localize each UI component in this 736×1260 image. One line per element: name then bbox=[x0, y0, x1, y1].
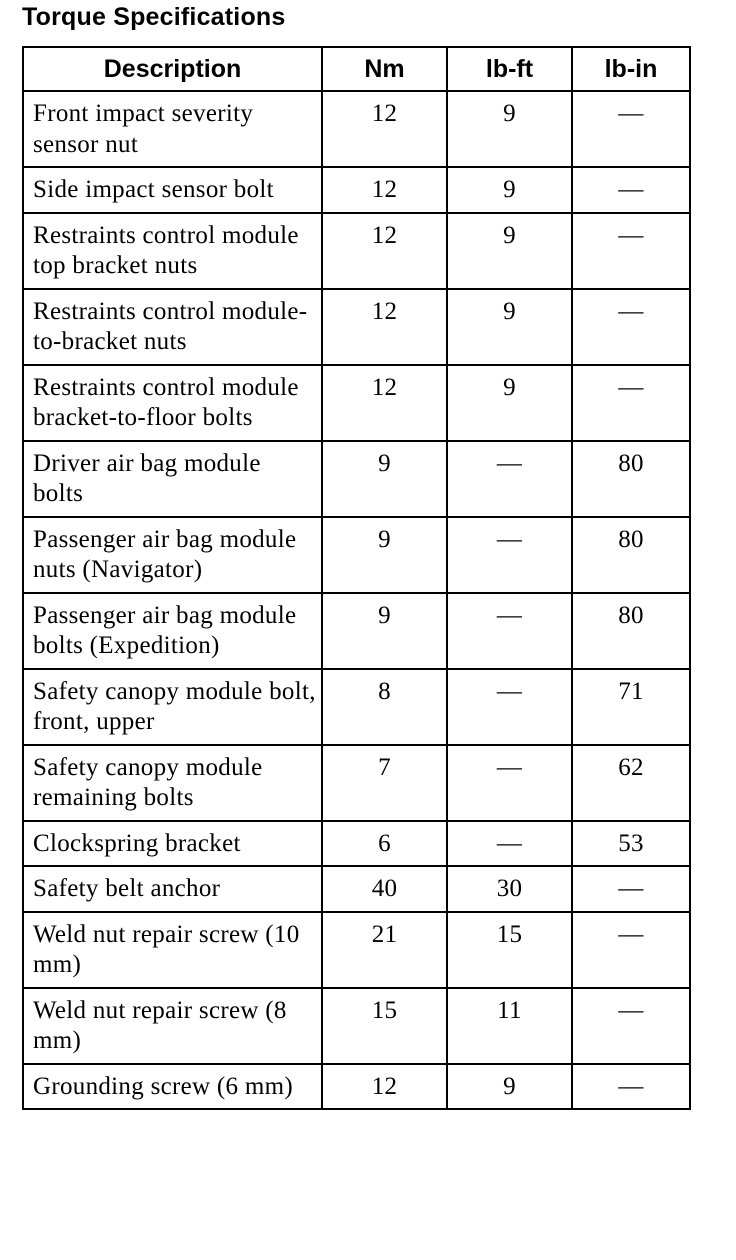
cell-nm: 12 bbox=[322, 167, 447, 213]
cell-lbin: — bbox=[572, 365, 690, 441]
cell-lbin: — bbox=[572, 912, 690, 988]
table-row bbox=[23, 593, 690, 669]
cell-lbin: 80 bbox=[572, 441, 690, 517]
cell-description: Safety canopy module remaining bolts bbox=[23, 745, 322, 821]
cell-nm: 9 bbox=[322, 593, 447, 669]
cell-description: Weld nut repair screw (8 mm) bbox=[23, 988, 322, 1064]
cell-description: Grounding screw (6 mm) bbox=[23, 1064, 322, 1110]
cell-nm: 12 bbox=[322, 213, 447, 289]
cell-lbin: — bbox=[572, 289, 690, 365]
table-row bbox=[23, 1064, 690, 1110]
column-header-nm: Nm bbox=[322, 47, 447, 91]
cell-nm: 15 bbox=[322, 988, 447, 1064]
table-row bbox=[23, 167, 690, 213]
cell-description: Passenger air bag module nuts (Navigator) bbox=[23, 517, 322, 593]
table-row bbox=[23, 988, 690, 1064]
cell-lbft: — bbox=[447, 441, 572, 517]
table-row bbox=[23, 91, 690, 167]
page-title: Torque Specifications bbox=[22, 3, 286, 31]
column-header-lbin: lb-in bbox=[572, 47, 690, 91]
cell-description: Clockspring bracket bbox=[23, 821, 322, 867]
cell-lbin: 80 bbox=[572, 517, 690, 593]
table-row bbox=[23, 441, 690, 517]
table-row bbox=[23, 745, 690, 821]
column-header-lbft: lb-ft bbox=[447, 47, 572, 91]
cell-nm: 12 bbox=[322, 1064, 447, 1110]
cell-lbft: 30 bbox=[447, 866, 572, 912]
cell-lbin: — bbox=[572, 213, 690, 289]
cell-description: Safety belt anchor bbox=[23, 866, 322, 912]
table-row bbox=[23, 866, 690, 912]
cell-lbft: 9 bbox=[447, 167, 572, 213]
cell-lbft: — bbox=[447, 593, 572, 669]
cell-nm: 40 bbox=[322, 866, 447, 912]
table-row bbox=[23, 365, 690, 441]
cell-lbin: — bbox=[572, 91, 690, 167]
cell-nm: 6 bbox=[322, 821, 447, 867]
cell-description: Weld nut repair screw (10 mm) bbox=[23, 912, 322, 988]
cell-lbft: — bbox=[447, 821, 572, 867]
cell-nm: 12 bbox=[322, 365, 447, 441]
cell-nm: 12 bbox=[322, 289, 447, 365]
cell-lbft: 9 bbox=[447, 91, 572, 167]
cell-lbin: 62 bbox=[572, 745, 690, 821]
cell-lbft: 9 bbox=[447, 213, 572, 289]
cell-lbft: 9 bbox=[447, 365, 572, 441]
table-header-row bbox=[23, 47, 690, 91]
table-row bbox=[23, 821, 690, 867]
cell-nm: 12 bbox=[322, 91, 447, 167]
cell-lbft: — bbox=[447, 669, 572, 745]
cell-description: Restraints control module top bracket nuts bbox=[23, 213, 322, 289]
cell-lbft: — bbox=[447, 517, 572, 593]
cell-nm: 8 bbox=[322, 669, 447, 745]
cell-lbft: — bbox=[447, 745, 572, 821]
cell-lbft: 9 bbox=[447, 1064, 572, 1110]
cell-lbin: 80 bbox=[572, 593, 690, 669]
cell-lbin: — bbox=[572, 866, 690, 912]
cell-lbin: 53 bbox=[572, 821, 690, 867]
cell-lbin: 71 bbox=[572, 669, 690, 745]
column-header-description: Description bbox=[23, 47, 322, 91]
cell-nm: 21 bbox=[322, 912, 447, 988]
torque-spec-table bbox=[22, 46, 691, 1110]
cell-nm: 9 bbox=[322, 441, 447, 517]
cell-description: Restraints control module bracket-to-floor bolts bbox=[23, 365, 322, 441]
cell-lbft: 11 bbox=[447, 988, 572, 1064]
cell-description: Passenger air bag module bolts (Expedition) bbox=[23, 593, 322, 669]
cell-description: Front impact severity sensor nut bbox=[23, 91, 322, 167]
cell-description: Safety canopy module bolt, front, upper bbox=[23, 669, 322, 745]
table-row bbox=[23, 517, 690, 593]
cell-lbin: — bbox=[572, 988, 690, 1064]
cell-lbin: — bbox=[572, 167, 690, 213]
cell-description: Driver air bag module bolts bbox=[23, 441, 322, 517]
table-row bbox=[23, 213, 690, 289]
cell-description: Restraints control module-to-bracket nuts bbox=[23, 289, 322, 365]
table-row bbox=[23, 669, 690, 745]
cell-description: Side impact sensor bolt bbox=[23, 167, 322, 213]
table-row bbox=[23, 912, 690, 988]
cell-lbin: — bbox=[572, 1064, 690, 1110]
cell-lbft: 9 bbox=[447, 289, 572, 365]
cell-lbft: 15 bbox=[447, 912, 572, 988]
cell-nm: 9 bbox=[322, 517, 447, 593]
cell-nm: 7 bbox=[322, 745, 447, 821]
table-row bbox=[23, 289, 690, 365]
